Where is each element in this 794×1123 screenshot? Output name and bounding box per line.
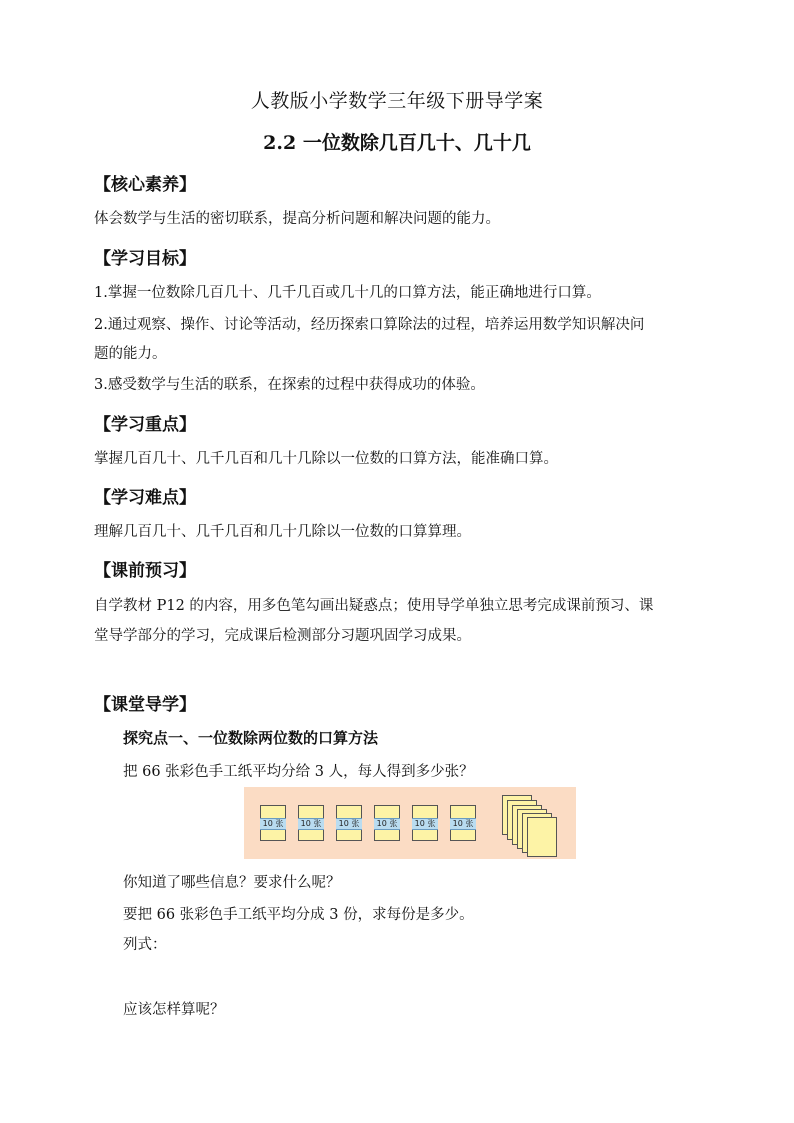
paper-bundle [412,805,438,841]
explore-point-heading: 探究点一、一位数除两位数的口算方法 [123,729,379,747]
paper-bundle [450,805,476,841]
core-literacy-heading: 【核心素养】 [94,175,196,195]
preview-text-line-1: 自学教材 P12 的内容，用多色笔勾画出疑惑点；使用导学单独立思考完成课前预习、课 [94,598,654,614]
preview-text-line-2: 堂导学部分的学习，完成课后检测部分习题巩固学习成果。 [94,628,471,644]
key-points-text: 掌握几百几十、几千几百和几十几除以一位数的口算方法，能准确口算。 [94,451,558,467]
difficulty-text: 理解几百几十、几千几百和几十几除以一位数的口算算理。 [94,524,471,540]
question-restatement: 要把 66 张彩色手工纸平均分成 3 份，求每份是多少。 [123,907,474,923]
paper-bundle [336,805,362,841]
classroom-guide-heading: 【课堂导学】 [94,695,196,715]
goal-item-3: 3.感受数学与生活的联系，在探索的过程中获得成功的体验。 [94,377,485,393]
bundle-band-label: 10 张 [298,818,324,830]
paper-bundle [374,805,400,841]
bundle-band-label: 10 张 [450,818,476,830]
difficulty-heading: 【学习难点】 [94,488,196,508]
lesson-title: 2.2 一位数除几百几十、几十几 [263,132,531,154]
how-to-calculate-prompt: 应该怎样算呢？ [123,1002,225,1018]
goal-item-1: 1.掌握一位数除几百几十、几千几百或几十几的口算方法，能正确地进行口算。 [94,285,601,301]
equation-prompt: 列式： [123,937,167,953]
problem-text: 把 66 张彩色手工纸平均分给 3 人，每人得到多少张？ [123,764,474,780]
key-points-heading: 【学习重点】 [94,415,196,435]
loose-paper-sheet [527,817,557,857]
bundle-band-label: 10 张 [374,818,400,830]
goal-item-2-line-2: 题的能力。 [94,346,167,362]
goal-item-2-line-1: 2.通过观察、操作、讨论等活动，经历探索口算除法的过程，培养运用数学知识解决问 [94,317,645,333]
bundle-band-label: 10 张 [412,818,438,830]
learning-goals-heading: 【学习目标】 [94,249,196,269]
bundle-band-label: 10 张 [260,818,286,830]
document-title: 人教版小学数学三年级下册导学案 [250,90,544,112]
core-literacy-text: 体会数学与生活的密切联系，提高分析问题和解决问题的能力。 [94,211,500,227]
paper-bundle [298,805,324,841]
paper-bundles-figure [244,787,576,859]
paper-bundle [260,805,286,841]
question-information: 你知道了哪些信息？要求什么呢？ [123,875,341,891]
preview-heading: 【课前预习】 [94,561,196,581]
bundle-band-label: 10 张 [336,818,362,830]
